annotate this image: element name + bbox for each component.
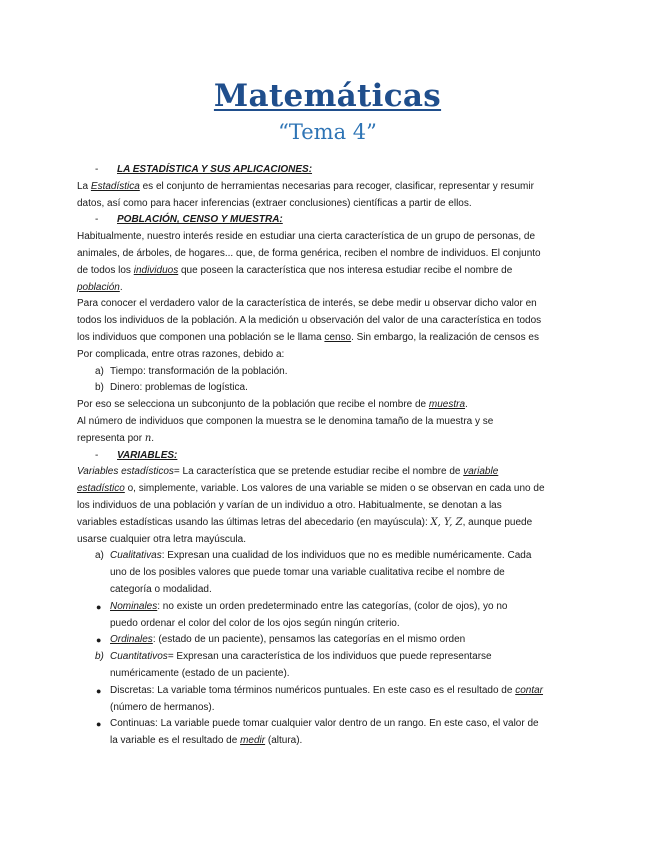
paragraph-line: Habitualmente, nuestro interés reside en estudiar una cierta característica de un grupo de personas, de — [77, 231, 536, 243]
paragraph-line — [77, 464, 577, 481]
paragraph-line: todos los individuos de la población. A la medición u observación del valor de una característica en todos — [77, 315, 542, 327]
list-item — [77, 364, 577, 381]
paragraph-line — [77, 330, 577, 347]
list-item-cuantitativos — [77, 649, 577, 666]
text-run: Por eso se selecciona un subconjunto de la población que recibe el nombre de — [77, 399, 429, 411]
list-item-text: Dinero: problemas de logística. — [110, 382, 248, 394]
term-variables-estadisticos: Variables estadísticos — [77, 466, 174, 478]
term-cualitativas: Cualitativas — [110, 550, 162, 562]
paragraph-line: Al número de individuos que componen la muestra se le denomina tamaño de la muestra y se — [77, 415, 494, 427]
text-run: los individuos que componen una población se le llama — [77, 331, 325, 343]
text-run: . — [151, 432, 155, 444]
term-ordinales: Ordinales — [110, 634, 153, 646]
text-run: la variable es el resultado de — [110, 735, 241, 747]
term-variable: variable — [463, 466, 499, 478]
paragraph-line: animales, de árboles, de hogares... que, de forma genérica, reciben el nombre de individuos. El conjunto — [77, 247, 541, 259]
text-run: de todos los — [77, 264, 134, 276]
list-item-continuation: numéricamente (estado de un paciente). — [110, 667, 290, 679]
page-subtitle: “Tema 4” — [278, 120, 377, 144]
text-run: . — [465, 399, 468, 411]
text-run: Discretas: La variable toma términos numéricos puntuales. En este caso es el resultado de — [110, 684, 516, 696]
document-body — [77, 162, 577, 750]
text-run: . — [119, 281, 123, 293]
text-run: variables estadísticas usando las últimas letras del abecedario (en mayúscula): — [77, 516, 431, 528]
text-run: (altura). — [265, 735, 303, 747]
term-poblacion: población — [77, 281, 120, 293]
term-individuos: individuos — [133, 264, 179, 276]
heading-text: VARIABLES: — [117, 449, 178, 461]
term-estadistico: estadístico — [77, 483, 125, 495]
math-variables-xyz: X, Y, Z — [430, 516, 463, 528]
term-medir: medir — [240, 735, 266, 747]
section-heading-poblacion — [77, 212, 577, 229]
bullet-icon: ● — [96, 719, 102, 730]
text-run: = Expresan una característica de los individuos que puede representarse — [167, 651, 492, 663]
text-run: = La característica que se pretende estudiar recibe el nombre de — [173, 466, 464, 478]
section-heading-variables — [77, 448, 577, 465]
paragraph-line: Para conocer el verdadero valor de la característica de interés, se debe medir u observar dicho valor en — [77, 298, 537, 310]
term-estadistica: Estadística — [90, 180, 140, 192]
paragraph-line — [77, 515, 577, 532]
list-item-ordinales — [77, 632, 577, 649]
list-marker: a) — [95, 365, 104, 377]
text-run: es el conjunto de herramientas necesarias para recoger, clasificar, representar y resumir — [139, 180, 534, 192]
term-nominales: Nominales — [110, 600, 158, 612]
list-item — [77, 380, 577, 397]
heading-dash: - — [95, 449, 99, 461]
section-heading-estadistica — [77, 162, 577, 179]
text-run: que poseen la característica que nos interesa estudiar recibe el nombre de — [178, 264, 513, 276]
text-run: : Expresan una cualidad de los individuos que no es medible numéricamente. Cada — [161, 550, 532, 562]
list-item-nominales — [77, 599, 577, 616]
list-item-text: Tiempo: transformación de la población. — [110, 365, 288, 377]
term-contar: contar — [515, 684, 544, 696]
text-run: representa por — [77, 432, 145, 444]
paragraph-line — [77, 280, 577, 297]
list-item-continuation: (número de hermanos). — [110, 701, 215, 713]
text-run: , aunque puede — [462, 516, 533, 528]
text-run: La — [77, 180, 91, 192]
heading-text: LA ESTADÍSTICA Y SUS APLICACIONES: — [117, 164, 313, 175]
paragraph-line: Por complicada, entre otras razones, debido a: — [77, 348, 285, 360]
bullet-icon: ● — [96, 601, 102, 612]
paragraph-line — [77, 179, 577, 196]
list-item-continuas — [77, 716, 577, 733]
term-muestra: muestra — [428, 399, 466, 411]
heading-text: POBLACIÓN, CENSO Y MUESTRA: — [117, 214, 283, 226]
bullet-icon: ● — [96, 685, 102, 696]
list-item-continuation: uno de los posibles valores que puede tomar una variable cualitativa recibe el nombre de — [110, 567, 505, 579]
paragraph-line: datos, así como para hacer inferencias (extraer conclusiones) científicas a partir de ellos. — [77, 197, 472, 209]
heading-dash: - — [95, 214, 99, 226]
text-run: o, simplemente, variable. Los valores de una variable se miden o se observan en cada uno de — [124, 483, 545, 495]
heading-dash: - — [95, 164, 99, 175]
list-item-continuation: categoría o modalidad. — [110, 583, 212, 595]
math-variable-n: n — [144, 432, 152, 444]
list-marker: b) — [95, 651, 104, 663]
paragraph-line: los individuos de una población y varían de un individuo a otro. Habitualmente, se denotan a las — [77, 499, 502, 511]
text-run: Continuas: La variable puede tomar cualquier valor dentro de un rango. En este caso, el valor de — [110, 718, 539, 730]
text-run: : no existe un orden predeterminado entre las categorías, (color de ojos), yo no — [157, 600, 508, 612]
list-marker: b) — [95, 382, 104, 394]
paragraph-line — [77, 481, 577, 498]
list-item-discretas — [77, 683, 577, 700]
page-title: Matemáticas — [213, 78, 442, 114]
list-item-continuation: puedo ordenar el color del color de los ojos según ningún criterio. — [110, 617, 400, 629]
paragraph-line — [77, 397, 577, 414]
term-censo: censo — [324, 331, 352, 343]
term-cuantitativos: Cuantitativos — [110, 651, 168, 663]
paragraph-line — [77, 431, 577, 448]
paragraph-line — [77, 263, 577, 280]
list-item-continuation — [77, 733, 577, 750]
paragraph-line: usarse cualquier otra letra mayúscula. — [77, 533, 246, 545]
text-run: . Sin embargo, la realización de censos es — [351, 331, 539, 343]
list-item-cualitativas — [77, 548, 577, 565]
list-marker: a) — [95, 550, 104, 562]
text-run: : (estado de un paciente), pensamos las categorías en el mismo orden — [152, 634, 466, 646]
bullet-icon: ● — [96, 635, 102, 646]
